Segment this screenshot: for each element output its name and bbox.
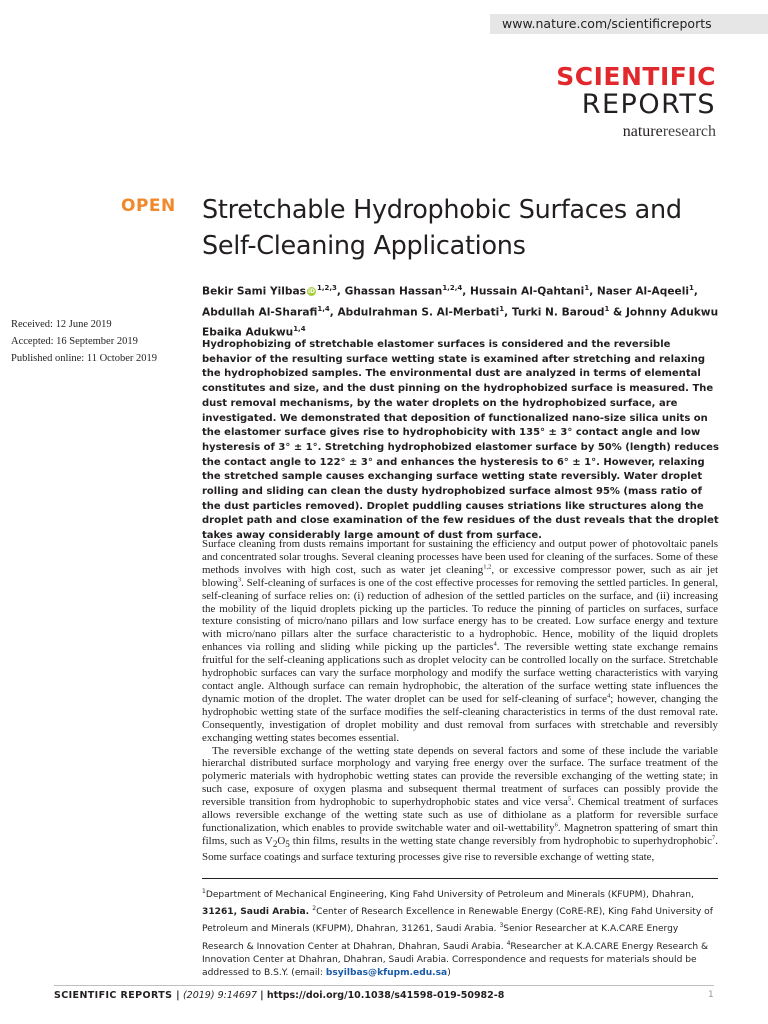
affiliations-footnote: [202, 885, 722, 980]
author-affiliation: 1,2,3: [316, 284, 337, 292]
author-affiliation: 1,4: [293, 325, 306, 334]
footer-doi-link[interactable]: | https://doi.org/10.1038/s41598-019-50982-8: [260, 990, 505, 1001]
journal-logo: [556, 64, 716, 141]
body-text-run: ; however, changing the hydrophobic wetting state of the surface modifies the self-cleaning characteristics in terms of the dust removal rate. Consequently, investigation of droplet mobility and dust removal from surfaces with stretchable and reversibly exchanging wetting states becomes essential.: [202, 692, 718, 744]
citation-ref[interactable]: 1,2: [483, 563, 492, 571]
author-name[interactable]: , Abdulrahman S. Al-Merbati: [329, 306, 500, 319]
body-text-run: . The reversible wetting state exchange remains fruitful for the self-cleaning applications such as droplet velocity can be controlled locally on the surface. Stretchable hydrophobic surfaces can vary the surface morphology and modify the surface wetting characteristics with varying contact angle. Although surface can remain hydrophobic, the alteration of the surface wetting state influences the dynamic motion of the droplet. The water droplet can be used for self-cleaning of surface: [202, 641, 718, 705]
body-text-run: thin films, results in the wetting state change reversibly from hydrophobic to superhydrophobic: [289, 834, 712, 847]
author-affiliation: 1: [688, 284, 694, 292]
body-text-run: . Some surface coatings and surface texturing processes give rise to reversible exchange of wetting state,: [202, 834, 718, 863]
footer-journal: SCIENTIFIC REPORTS |: [54, 990, 180, 1001]
body-text-run: The reversible exchange of the wetting state depends on several factors and some of these include the variable hierarchal distributed surface morphology and varying free energy over the surface. The surface treatment of the polymeric materials with hydrophobic wetting states can provide the reversible exchanging of the wetting state; in such case, exposure of oxygen plasma and subsequent thermal treatment of surfaces can possibly provide the reversible transition from hydrophobic to superhydrophobic states and vice versa: [202, 744, 718, 809]
affiliation-number: 3: [499, 922, 504, 930]
citation-ref[interactable]: 3: [237, 576, 242, 584]
affiliation-text: Center of Research Excellence in Renewable Energy (CoRE-RE), King Fahd University of Petroleum and Minerals (KFUPM), Dhahran, 31261, Saudi Arabia.: [202, 907, 713, 935]
author-affiliation: 1: [584, 284, 590, 292]
body-text-run: , or excessive compressor power, such as air jet blowing: [202, 563, 718, 589]
logo-research: research: [662, 123, 716, 140]
body-text-run: . Chemical treatment of surfaces allows reversible exchange of the wetting state such as use of dithiolane as a platform for reversible surface functionalization, which enables to provide switchable water and oil-wettability: [202, 796, 718, 834]
accepted-date: Accepted: 16 September 2019: [11, 336, 138, 347]
received-date: Received: 12 June 2019: [11, 319, 112, 330]
footer-citation: (2019) 9:14697: [179, 990, 261, 1001]
author-name[interactable]: , Naser Al-Aqeeli: [589, 285, 689, 298]
page-footer: [54, 990, 504, 1001]
journal-url[interactable]: www.nature.com/scientificreports: [490, 14, 768, 34]
article-dates: [11, 316, 157, 367]
author-name[interactable]: , Hussain Al-Qahtani: [462, 285, 585, 298]
affiliation-text: 31261, Saudi Arabia.: [202, 907, 313, 918]
logo-nature: nature: [622, 123, 663, 140]
author-name[interactable]: & Johnny Adukwu Ebaika Adukwu: [202, 306, 719, 339]
affiliation-text: Researcher at K.A.CARE Energy Research & Innovation Center at Dhahran, Dhahran, Saudi Arabia. Correspondence and requests for materials should be addressed to B.S.Y. (email:: [202, 941, 709, 979]
affiliation-text: Senior Researcher at K.A.CARE Energy Research & Innovation Center at Dhahran, Dhahran, Saudi Arabia.: [202, 924, 679, 952]
affiliation-number: 4: [506, 939, 511, 947]
author-affiliation: 1,2,4: [442, 284, 463, 292]
abstract: Hydrophobizing of stretchable elastomer surfaces is considered and the reversible behavior of the resulting surface wetting state is examined after stretching and relaxing the hydrophobized samples. The environmental dust are analyzed in terms of elemental constitutes and size, and the dust pinning on the hydrophobized surface is measured. The dust removal mechanisms, by the water droplets on the hydrophobized surface, are investigated. We demonstrated that deposition of functionalized nano-size silica units on the elastomer surface gives rise to hydrophobicity with 135° ± 3° contact angle and low hysteresis of 3° ± 1°. Stretching hydrophobized elastomer surface by 50% (length) reduces the contact angle to 122° ± 3° and enhances the hysteresis to 6° ± 1°. However, relaxing the stretched sample causes exchanging surface wetting state reversibly. Water droplet rolling and sliding can clean the dusty hydrophobized surface almost 95% (mass ratio of the dust particles removed). Droplet puddling causes striations like structures along the droplet path and close examination of the few residues of the dust reveals that the droplet takes away considerably large amount of dust from surface.: [202, 339, 719, 542]
author-affiliation: 1: [499, 304, 505, 313]
author-list: [202, 280, 722, 342]
footnote-divider: [202, 878, 718, 879]
body-text-run: Surface cleaning from dusts remains important for sustaining the efficiency and output power of photovoltaic panels and concentrated solar troughs. Several cleaning processes have been used for cleaning of the surfaces. Some of these methods involves with high cost, such as water jet cleaning: [202, 538, 718, 576]
author-affiliation: 1,4: [317, 304, 330, 313]
author-name[interactable]: , Abdullah Al-Sharafi: [202, 285, 698, 319]
body-paragraph: [202, 745, 718, 864]
author-name[interactable]: , Ghassan Hassan: [336, 285, 443, 298]
citation-ref[interactable]: 7: [712, 834, 716, 842]
body-text-run: O: [277, 834, 286, 847]
footer-divider: [54, 985, 714, 986]
main-text: [202, 538, 718, 864]
citation-ref[interactable]: 4: [607, 692, 611, 700]
affiliation-number: 2: [312, 905, 317, 913]
subscript: 2: [272, 839, 278, 850]
page-number: 1: [708, 990, 714, 1000]
article-title: Stretchable Hydrophobic Surfaces and Self-Cleaning Applications: [202, 195, 682, 261]
body-text-run: . Self-cleaning of surfaces is one of the cost effective processes for removing the settled particles. In general, self-cleaning of surface relies on: (i) reduction of adhesion of the settled particles on the surface, and (ii) increasing the mobility of the liquid droplets picking up the particles. To reduce the pinning of particles on surfaces, surface texture consisting of micro/nano pillars and low surface energy has to be created. Low surface energy and texture with micro/nano pillars alter the surface characteristic to a hydrophobic. Hence, mobility of the liquid droplets enhances via rolling and sliding while picking up the particles: [202, 576, 718, 654]
open-access-label: OPEN: [121, 196, 176, 216]
citation-ref[interactable]: 6: [554, 821, 558, 829]
logo-nature-research: [556, 123, 716, 141]
subscript: 5: [285, 839, 290, 850]
correspondence-email-link[interactable]: bsyilbas@kfupm.edu.sa: [325, 968, 448, 979]
affiliation-text: ): [447, 968, 451, 979]
author-name[interactable]: , Turki N. Baroud: [504, 306, 605, 319]
body-paragraph: [202, 538, 718, 745]
citation-ref[interactable]: 4: [493, 640, 497, 648]
affiliation-number: 1: [202, 888, 206, 895]
body-text-run: . Magnetron spattering of smart thin films, such as V: [202, 821, 719, 847]
logo-reports: REPORTS: [581, 89, 716, 120]
citation-ref[interactable]: 5: [567, 795, 572, 803]
published-date: Published online: 11 October 2019: [11, 353, 158, 364]
orcid-icon[interactable]: iD: [307, 288, 315, 296]
author-affiliation: 1: [604, 304, 610, 313]
logo-scientific: SCIENTIFIC: [556, 62, 716, 91]
author-name[interactable]: Bekir Sami Yilbas: [202, 285, 306, 298]
affiliation-text: Department of Mechanical Engineering, King Fahd University of Petroleum and Minerals (KFUPM), Dhahran,: [205, 890, 694, 901]
